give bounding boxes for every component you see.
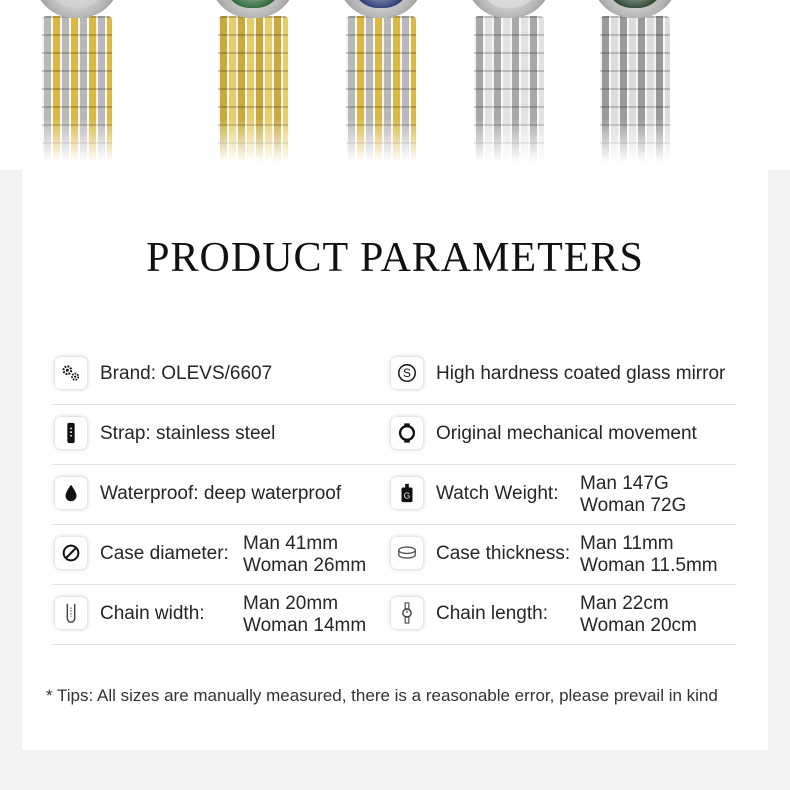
case-thickness-woman-value: Woman 11.5mm <box>580 555 718 576</box>
chain-length-values <box>580 593 697 637</box>
chain-width-icon <box>55 597 87 629</box>
gears-icon <box>55 357 87 389</box>
chain-length-label: Chain length: <box>436 603 548 624</box>
case-diameter-values <box>243 533 366 577</box>
weight-label: Watch Weight: <box>436 483 559 504</box>
chain-width-man-value: Man 20mm <box>243 593 339 614</box>
brand-label: Brand: OLEVS/6607 <box>100 363 273 384</box>
chain-length-icon <box>391 597 423 629</box>
chain-width-values <box>243 593 366 637</box>
chain-width-woman-value: Woman 14mm <box>243 615 367 636</box>
waterproof-label: Waterproof: deep waterproof <box>100 483 342 504</box>
watch-image-1 <box>30 0 124 170</box>
movement-label: Original mechanical movement <box>436 423 697 444</box>
param-row <box>52 464 736 525</box>
watch-image-2 <box>206 0 300 170</box>
param-chain-width <box>52 584 388 644</box>
case-thickness-values <box>580 533 718 577</box>
page-title: PRODUCT PARAMETERS <box>146 235 644 281</box>
chain-length-man-value: Man 22cm <box>580 593 669 614</box>
svg-text:S: S <box>403 366 411 381</box>
param-case-thickness <box>388 524 736 584</box>
case-thickness-man-value: Man 11mm <box>580 533 674 554</box>
param-strap <box>52 404 388 464</box>
param-brand <box>52 344 388 404</box>
param-row <box>52 524 736 585</box>
case-diameter-label: Case diameter: <box>100 543 229 564</box>
param-case-diameter <box>52 524 388 584</box>
weight-man-value: Man 147G <box>580 473 669 494</box>
diameter-icon <box>55 537 87 569</box>
weight-icon <box>391 477 423 509</box>
param-weight <box>388 464 736 524</box>
param-movement <box>388 404 736 464</box>
product-banner <box>0 0 790 170</box>
param-row <box>52 404 736 465</box>
chain-length-woman-value: Woman 20cm <box>580 615 697 636</box>
svg-text:G: G <box>403 491 411 501</box>
param-waterproof <box>52 464 388 524</box>
case-diameter-man-value: Man 41mm <box>243 533 339 554</box>
weight-values <box>580 473 686 517</box>
tips-note: * Tips: All sizes are manually measured, there is a reasonable error, please prevail in kind <box>46 686 718 705</box>
s-circle-icon <box>391 357 423 389</box>
strap-label: Strap: stainless steel <box>100 423 276 444</box>
watch-image-3 <box>334 0 428 170</box>
param-chain-length <box>388 584 736 644</box>
glass-label: High hardness coated glass mirror <box>436 363 726 384</box>
water-drop-icon <box>55 477 87 509</box>
watch-image-5 <box>588 0 682 170</box>
param-row <box>52 344 736 405</box>
case-diameter-woman-value: Woman 26mm <box>243 555 367 576</box>
param-row <box>52 584 736 645</box>
watch-case-icon <box>391 417 423 449</box>
param-glass <box>388 344 736 404</box>
chain-width-label: Chain width: <box>100 603 205 624</box>
case-thickness-label: Case thickness: <box>436 543 571 564</box>
thickness-icon <box>391 537 423 569</box>
weight-woman-value: Woman 72G <box>580 495 687 516</box>
strap-icon <box>55 417 87 449</box>
watch-image-4 <box>462 0 556 170</box>
